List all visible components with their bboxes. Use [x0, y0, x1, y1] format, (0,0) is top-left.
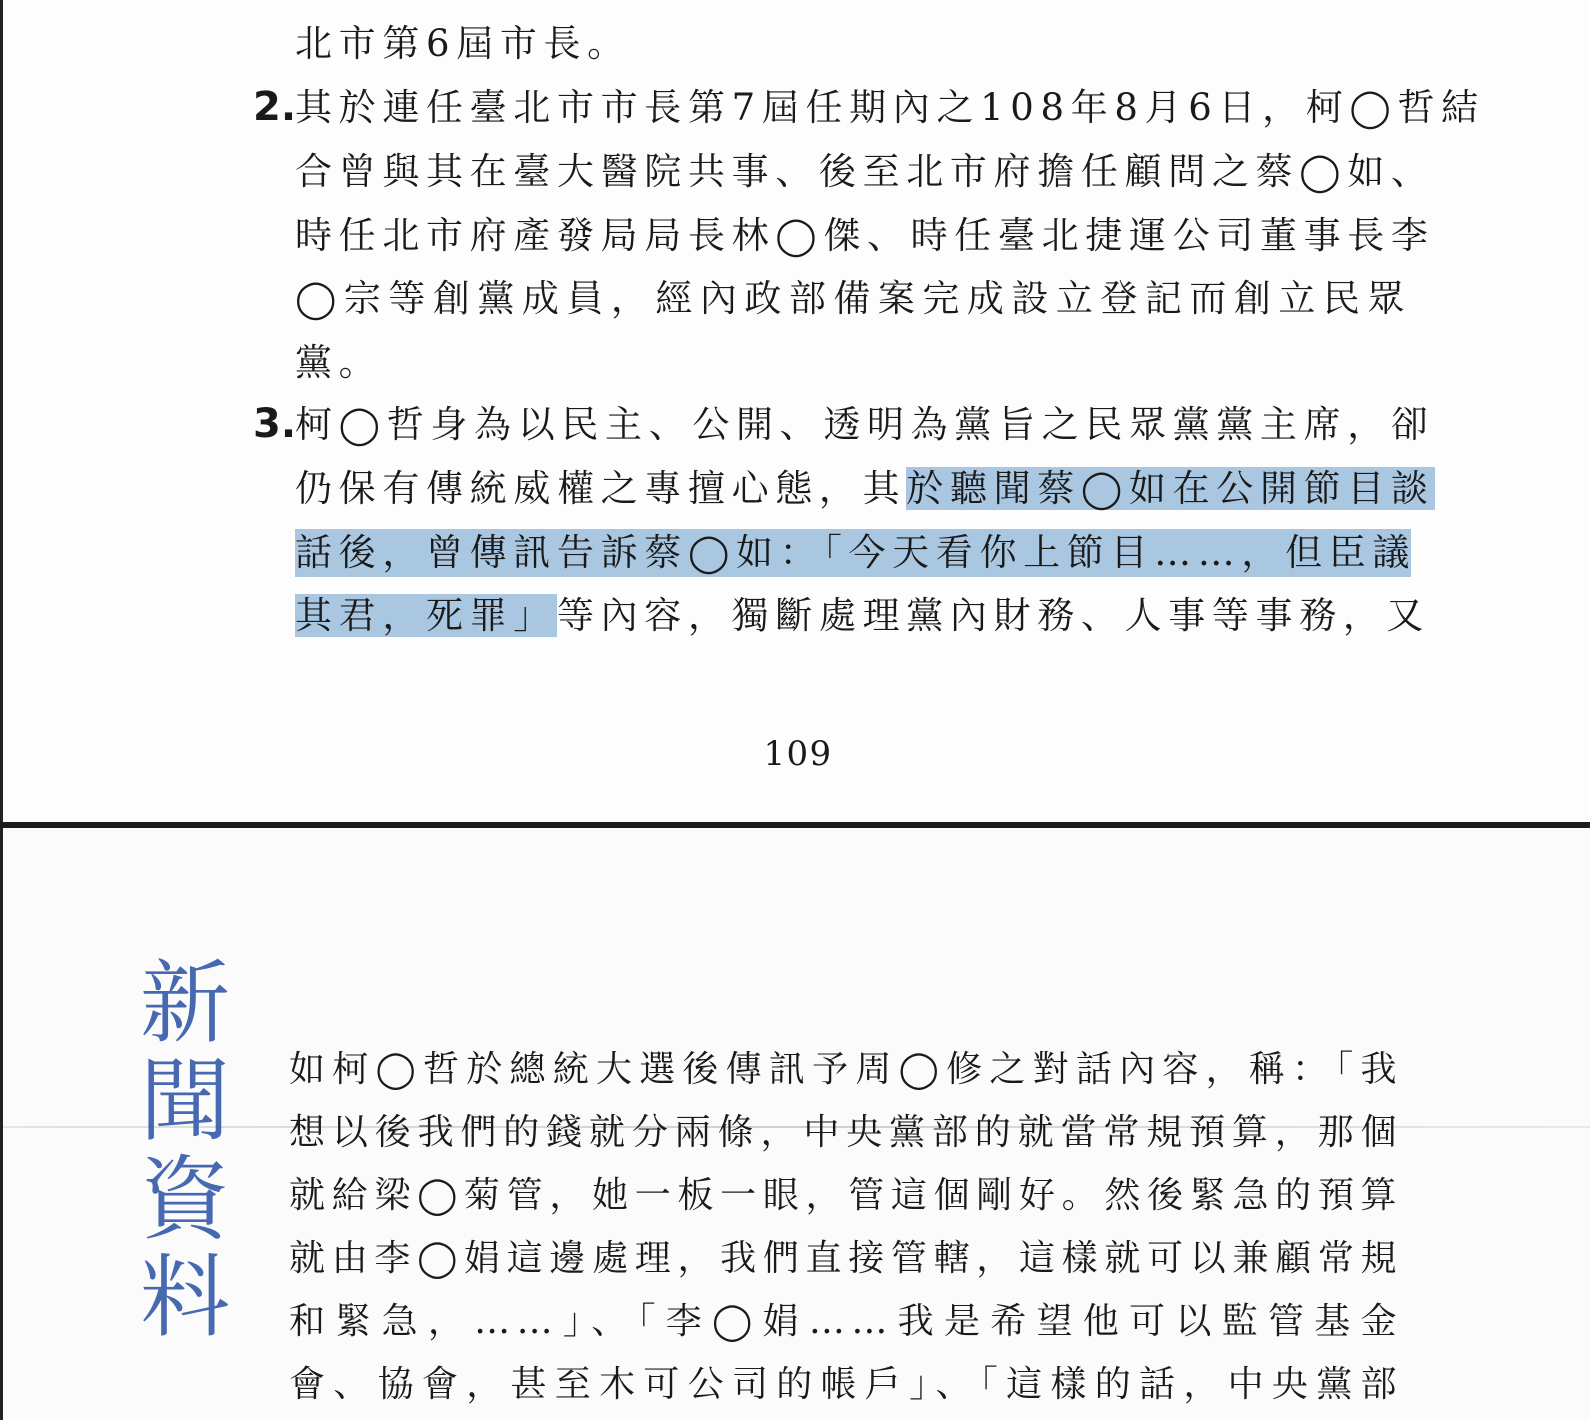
stamp-char: 料 [140, 1245, 230, 1350]
highlighted-text-line[interactable]: 話後，曾傳訊告訴蔡◯如：「今天看你上節目……，但臣議 [295, 529, 1411, 577]
text-line: 合曾與其在臺大醫院共事、後至北市府擔任顧問之蔡◯如、 [295, 150, 1435, 193]
page-number: 109 [763, 734, 833, 774]
stamp-char: 聞 [140, 1049, 230, 1154]
text-line: 時任北市府產發局局長林◯傑、時任臺北捷運公司董事長李 [295, 214, 1435, 257]
text-segment: 等內容，獨斷處理黨內財務、人事等事務，又 [556, 594, 1431, 637]
text-line-with-highlight [295, 592, 1431, 640]
item-number-3: 3. [253, 401, 297, 447]
text-line: ◯宗等創黨成員，經內政部備案完成設立登記而創立民眾 [295, 277, 1411, 320]
stamp-char: 新 [140, 951, 230, 1056]
stamp-char: 資 [140, 1147, 230, 1252]
item-number-2: 2. [253, 84, 297, 130]
text-line: 會、協會，甚至木可公司的帳戶」、「這樣的話，中央黨部 [289, 1364, 1403, 1405]
text-line: 其於連任臺北市市長第7屆任期內之108年8月6日，柯◯哲結 [295, 86, 1485, 129]
text-line: 柯◯哲身為以民主、公開、透明為黨旨之民眾黨黨主席，卻 [295, 403, 1435, 446]
text-line: 想以後我們的錢就分兩條，中央黨部的就當常規預算，那個 [289, 1112, 1403, 1153]
highlighted-text[interactable]: 於聽聞蔡◯如在公開節目談 [906, 467, 1435, 510]
text-line: 和緊急，……」、「李◯娟……我是希望他可以監管基金 [289, 1301, 1403, 1342]
document-page-bottom [0, 828, 1590, 1420]
text-line: 北市第6屆市長。 [295, 22, 631, 65]
news-material-stamp [131, 951, 239, 1350]
text-line: 如柯◯哲於總統大選後傳訊予周◯修之對話內容，稱：「我 [289, 1049, 1403, 1090]
text-segment: 仍保有傳統威權之專擅心態，其 [295, 467, 907, 510]
text-line: 黨。 [295, 341, 383, 384]
highlighted-text[interactable]: 其君，死罪」 [295, 594, 557, 637]
text-line: 就給梁◯菊管，她一板一眼，管這個剛好。然後緊急的預算 [289, 1175, 1403, 1216]
text-line: 就由李◯娟這邊處理，我們直接管轄，這樣就可以兼顧常規 [289, 1238, 1403, 1279]
text-line-with-highlight [295, 465, 1435, 513]
